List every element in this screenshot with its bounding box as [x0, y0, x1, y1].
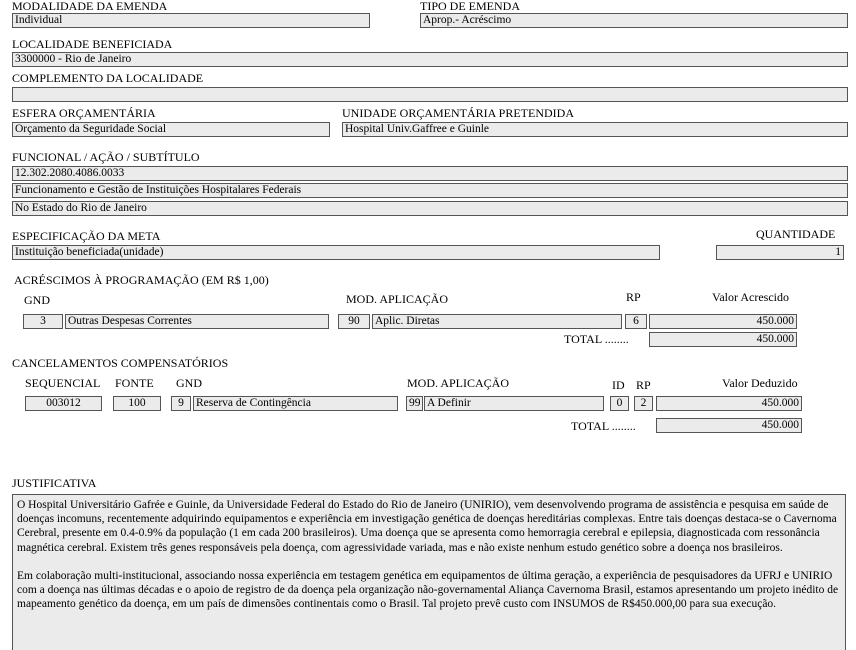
cancel-fonte-header: FONTE [115, 376, 154, 390]
localidade-field: 3300000 - Rio de Janeiro [12, 52, 848, 67]
cancelamentos-title: CANCELAMENTOS COMPENSATÓRIOS [12, 356, 229, 370]
tipo-label: TIPO DE EMENDA [420, 0, 520, 13]
cancel-valor-header: Valor Deduzido [722, 376, 798, 390]
complemento-field [12, 87, 848, 102]
cancel-gnd-code: 9 [171, 396, 191, 411]
quantidade-label: QUANTIDADE [756, 227, 836, 241]
cancel-valor: 450.000 [656, 396, 802, 411]
esfera-field: Orçamento da Seguridade Social [12, 122, 330, 137]
acrescimos-rp: 6 [625, 314, 647, 329]
acrescimos-rp-header: RP [626, 290, 641, 304]
cancel-gnd-header: GND [176, 376, 202, 390]
localidade-label: LOCALIDADE BENEFICIADA [12, 37, 173, 51]
acrescimos-mod-header: MOD. APLICAÇÃO [346, 292, 449, 306]
cancelamentos-total: 450.000 [656, 418, 802, 433]
acrescimos-gnd-header: GND [24, 293, 50, 307]
funcional-acao-field: Funcionamento e Gestão de Instituições Hospitalares Federais [12, 183, 848, 198]
cancel-gnd-desc: Reserva de Contingência [193, 396, 398, 411]
cancelamentos-total-label: TOTAL ........ [571, 419, 636, 433]
acrescimos-total-label: TOTAL ........ [564, 332, 629, 346]
acrescimos-mod-desc: Aplic. Diretas [372, 314, 622, 329]
cancel-rp-header: RP [636, 378, 651, 392]
cancel-id: 0 [610, 396, 629, 411]
tipo-field: Aprop.- Acréscimo [420, 13, 848, 28]
acrescimos-gnd-code: 3 [23, 314, 63, 329]
cancel-mod-desc: A Definir [424, 396, 604, 411]
esfera-label: ESFERA ORÇAMENTÁRIA [12, 106, 156, 120]
cancel-mod-code: 99 [406, 396, 423, 411]
acrescimos-total: 450.000 [649, 332, 797, 347]
modalidade-field: Individual [12, 13, 370, 28]
cancel-rp: 2 [634, 396, 653, 411]
funcional-label: FUNCIONAL / AÇÃO / SUBTÍTULO [12, 150, 200, 164]
meta-field: Instituição beneficiada(unidade) [12, 245, 660, 260]
acrescimos-title: ACRÉSCIMOS À PROGRAMAÇÃO (EM R$ 1,00) [14, 273, 269, 287]
acrescimos-valor-header: Valor Acrescido [712, 290, 789, 304]
justificativa-field [12, 494, 846, 650]
funcional-codigo-field: 12.302.2080.4086.0033 [12, 166, 848, 181]
unidade-label: UNIDADE ORÇAMENTÁRIA PRETENDIDA [342, 106, 574, 120]
modalidade-label: MODALIDADE DA EMENDA [12, 0, 168, 13]
cancel-fonte: 100 [113, 396, 161, 411]
quantidade-field: 1 [716, 245, 844, 260]
justificativa-paragraph-2: Em colaboração multi-institucional, associando nossa experiência em testagem genética em equipamentos de última geração, a experiência de pesquisadores da UFRJ e UNIRIO com a doença nas últimas décadas e o apoio de registro de da doença pela organização não-governamental Aliança Cavernoma Brasil, estamos apresentando um projeto inédito de mapeamento genético da doença, em um país de dimensões continentais como o Brasil. Tal projeto prevê custo com INSUMOS de R$450.000,00 para sua execução. [17, 569, 839, 611]
justificativa-paragraph-1: O Hospital Universitário Gafrée e Guinle, da Universidade Federal do Estado do Rio de Janeiro (UNIRIO), vem desenvolvendo programa de assistência e pesquisa em saúde de doenças incomuns, recentemente adquirindo equipamentos e experiência em investigação genética de doenças hereditárias complexas. Entre tais doenças destaca-se o Cavernoma Cerebral, presente em 0.4-0.9% da população (1 em cada 200 brasileiros). Uma doença que se apresenta como hemorragia cerebral e epilepsia, diagnosticada com ressonância magnética cerebral. Existem três genes responsáveis pela doença, com agressividade variada, mas e não existe nenhum estudo genético sobre a doença nos brasileiros. [17, 499, 837, 554]
cancel-sequencial-header: SEQUENCIAL [25, 376, 101, 390]
cancel-id-header: ID [612, 378, 625, 392]
cancel-mod-header: MOD. APLICAÇÃO [407, 376, 510, 390]
acrescimos-mod-code: 90 [338, 314, 370, 329]
acrescimos-gnd-desc: Outras Despesas Correntes [65, 314, 329, 329]
funcional-subtitulo-field: No Estado do Rio de Janeiro [12, 201, 848, 216]
justificativa-label: JUSTIFICATIVA [12, 476, 97, 490]
cancel-sequencial: 003012 [25, 396, 102, 411]
acrescimos-valor: 450.000 [649, 314, 797, 329]
meta-label: ESPECIFICAÇÃO DA META [12, 229, 161, 243]
unidade-field: Hospital Univ.Gaffree e Guinle [342, 122, 848, 137]
complemento-label: COMPLEMENTO DA LOCALIDADE [12, 71, 204, 85]
